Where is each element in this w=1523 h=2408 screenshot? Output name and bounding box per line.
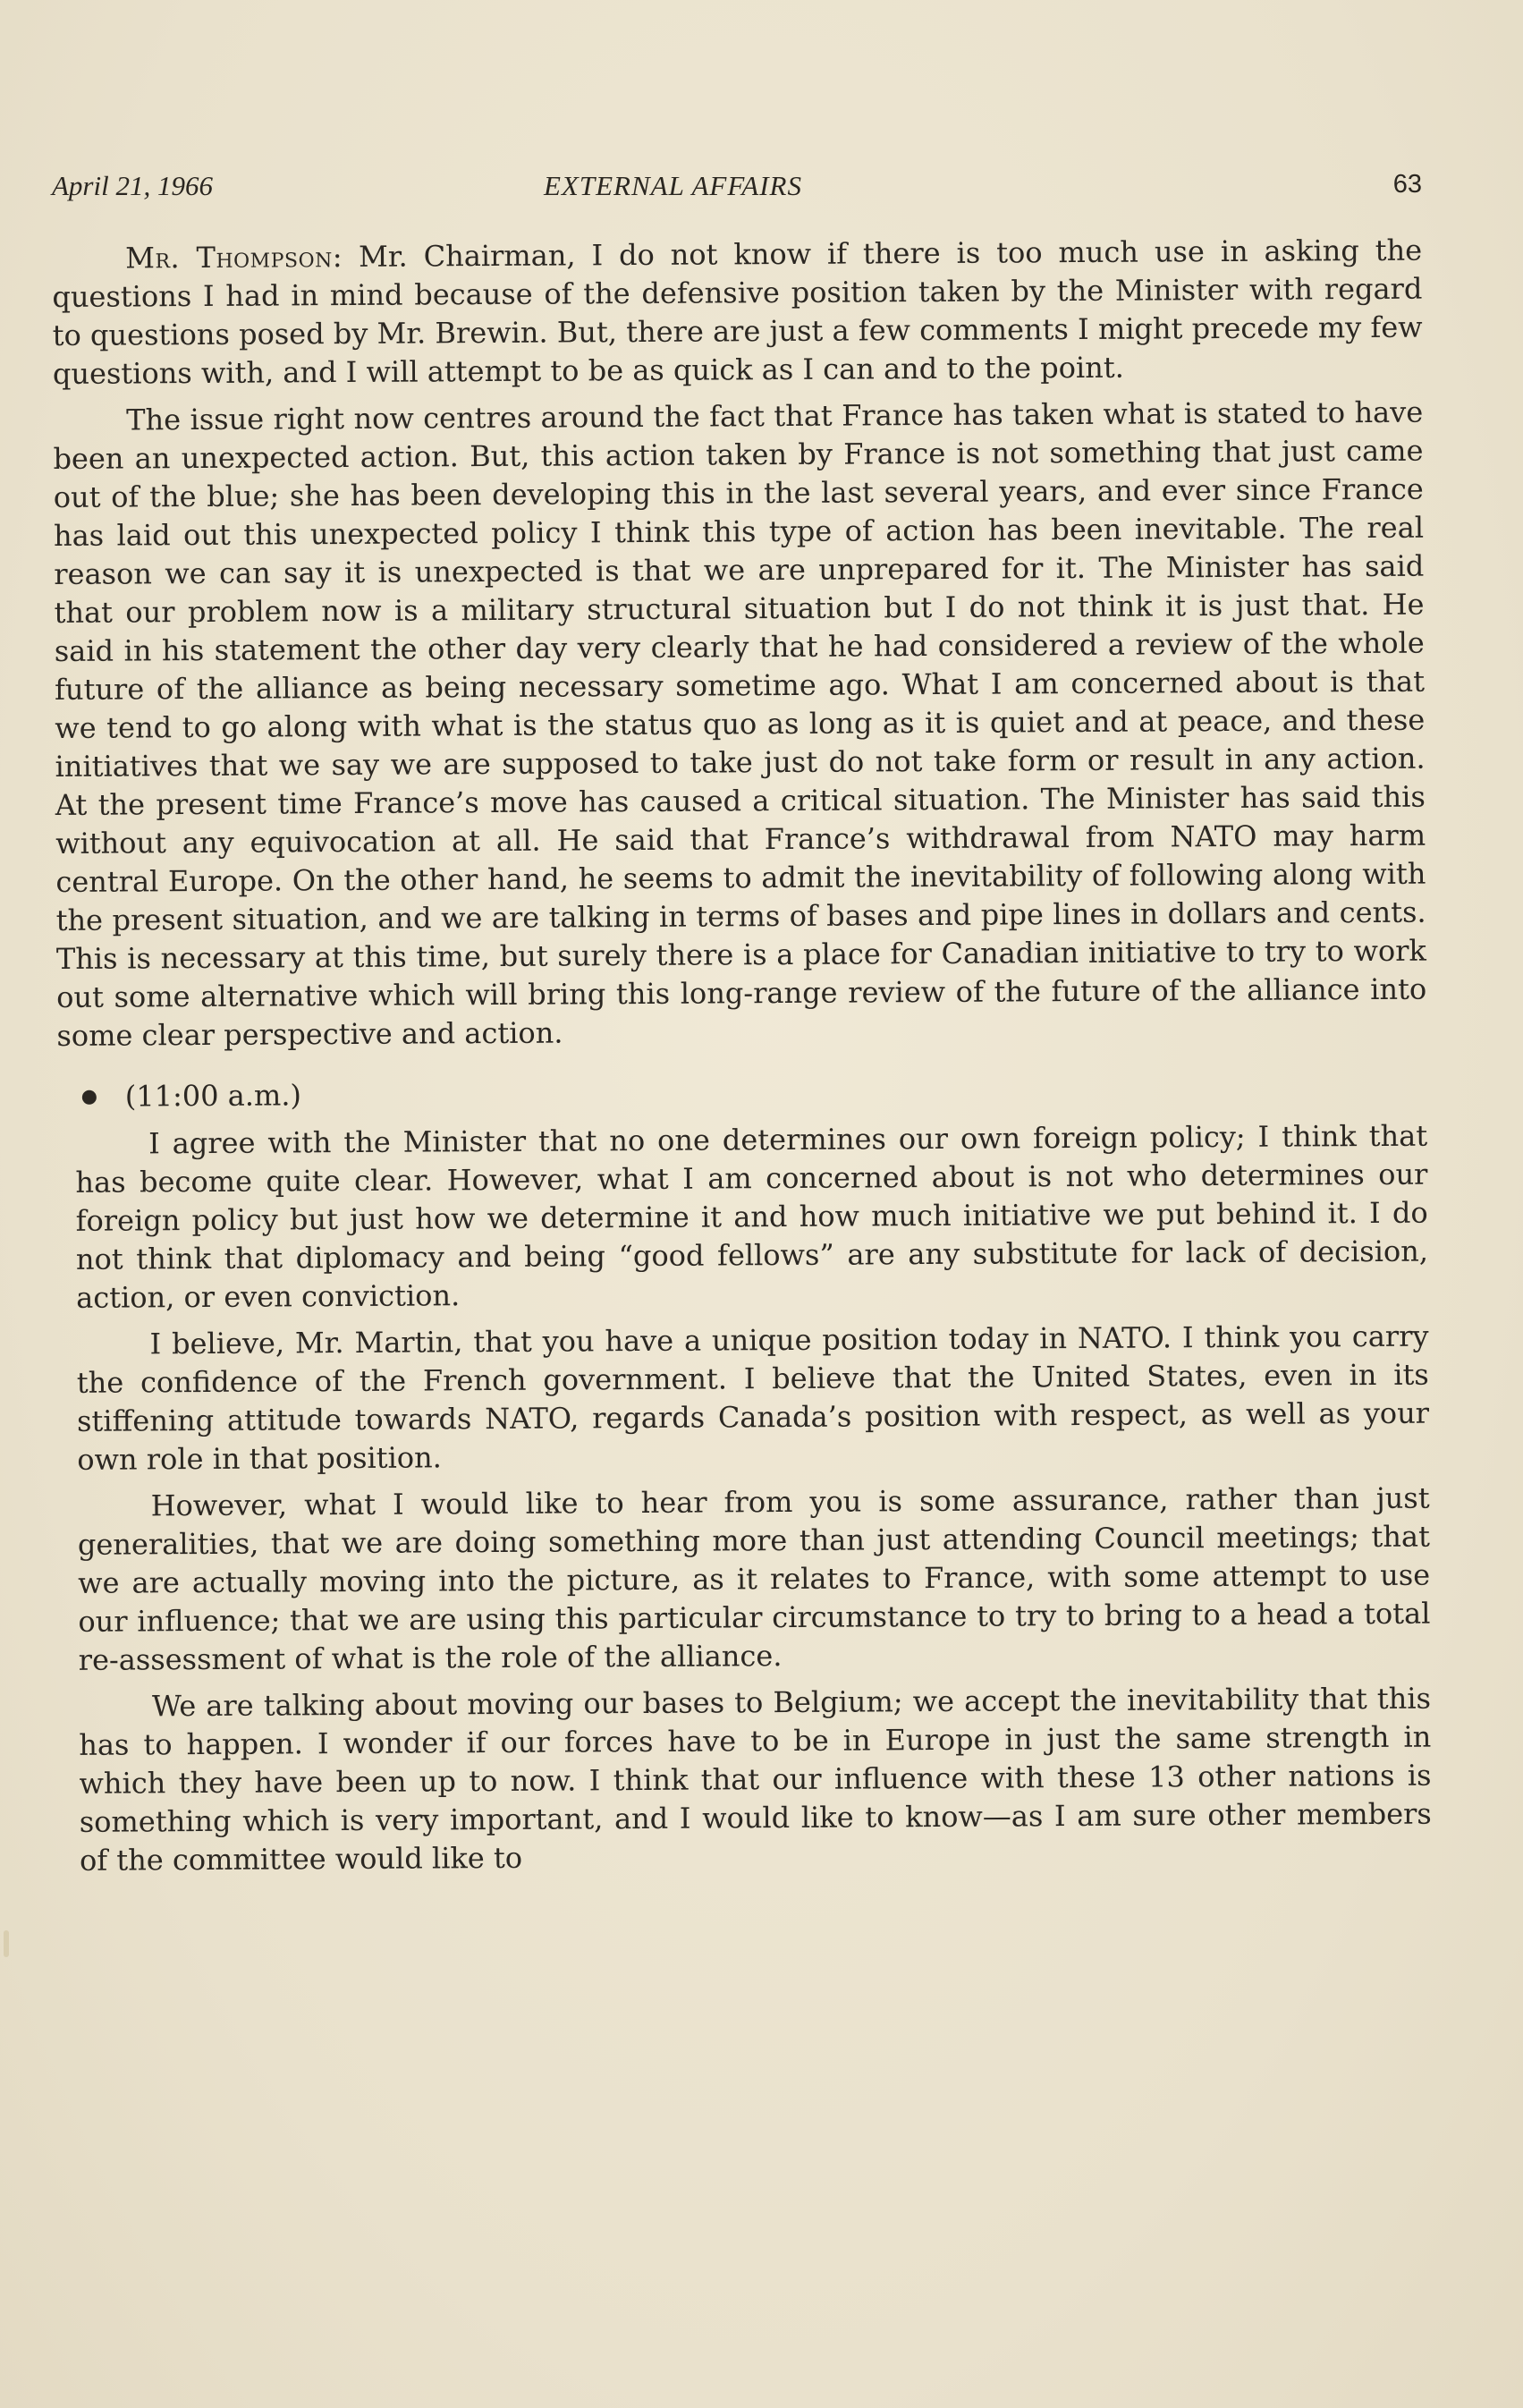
header-journal-title: EXTERNAL AFFAIRS <box>544 170 802 201</box>
paragraph-unique-position: I believe, Mr. Martin, that you have a unique position today in NATO. I think you carry the confidence of the French government. I believe that the United States, even in its stiffening attitude towards NATO, regards Canada’s position with respect, as well as your own role in that position. <box>76 1318 1430 1477</box>
paragraph-bases-belgium: We are talking about moving our bases to Belgium; we accept the inevitability that this has to happen. I wonder if our forces have to be in Europe in just the same strength in which they have been up to now. I think that our influence with these 13 other nations is something which is very important, and I would like to know—as I am sure other members of the committee would like to <box>79 1681 1432 1878</box>
document-body <box>52 232 1432 1888</box>
bullet-icon <box>82 1090 97 1104</box>
running-header <box>52 170 1422 215</box>
page-number: 63 <box>1392 170 1422 199</box>
paragraph-thompson-opening <box>52 232 1423 394</box>
time-marker-text: (11:00 a.m.) <box>124 1078 302 1114</box>
paragraph-foreign-policy: I agree with the Minister that no one determines our own foreign policy; I think that has become quite clear. However, what I am concerned about is not who determines our foreign policy but just how we determine it and how much initiative we put behind it. I do not think that diplomacy and being “good fellows” are any substitute for lack of decision, action, or even conviction. <box>75 1118 1429 1315</box>
speaker-name: Mr. Thompson: <box>125 240 343 276</box>
scan-artifact <box>4 1930 9 1957</box>
paragraph-france-action: The issue right now centres around the fact that France has taken what is stated to have been an unexpected action. But, this action taken by France is not something that just came out of the blue; she has been developing this in the last several years, and ever since France has laid out this unexpected policy I think this type of action has been inevitable. The real reason we can say it is unexpected is that we are unprepared for it. The Minister has said that our problem now is a military structural situation but I do not think it is just that. He said in his statement the other day very clearly that he had considered a review of the whole future of the alliance as being necessary sometime ago. What I am concerned about is that we tend to go along with what is the status quo as long as it is quiet and at peace, and these initiatives that we say we are supposed to take just do not take form or result in any action. At the present time France’s move has caused a critical situation. The Minister has said this without any equivocation at all. He said that France’s withdrawal from NATO may harm central Europe. On the other hand, he seems to admit the inevitability of following along with the present situation, and we are talking in terms of bases and pipe lines in dollars and cents. This is necessary at this time, but surely there is a place for Canadian initiative to try to work out some alternative which will bring this long-range review of the future of the alliance into some clear perspective and action. <box>53 394 1427 1053</box>
time-marker <box>82 1070 1427 1116</box>
paragraph-text: Mr. Chairman, I do not know if there is too much use in asking the questions I had in mind because of the defensive position taken by the Minister with regard to questions posed by Mr. Brewin. But, there are just a few comments I might precede my few questions with, and I will attempt to be as quick as I can and to the point. <box>52 233 1423 391</box>
paragraph-assurance: However, what I would like to hear from you is some assurance, rather than just generalities, that we are doing something more than just attending Council meetings; that we are actually moving into the picture, as it relates to France, with some attempt to use our influence; that we are using this particular circumstance to try to bring to a head a total re-assessment of what is the role of the alliance. <box>77 1480 1431 1677</box>
header-date: April 21, 1966 <box>52 170 213 201</box>
lower-section <box>75 1070 1432 1880</box>
